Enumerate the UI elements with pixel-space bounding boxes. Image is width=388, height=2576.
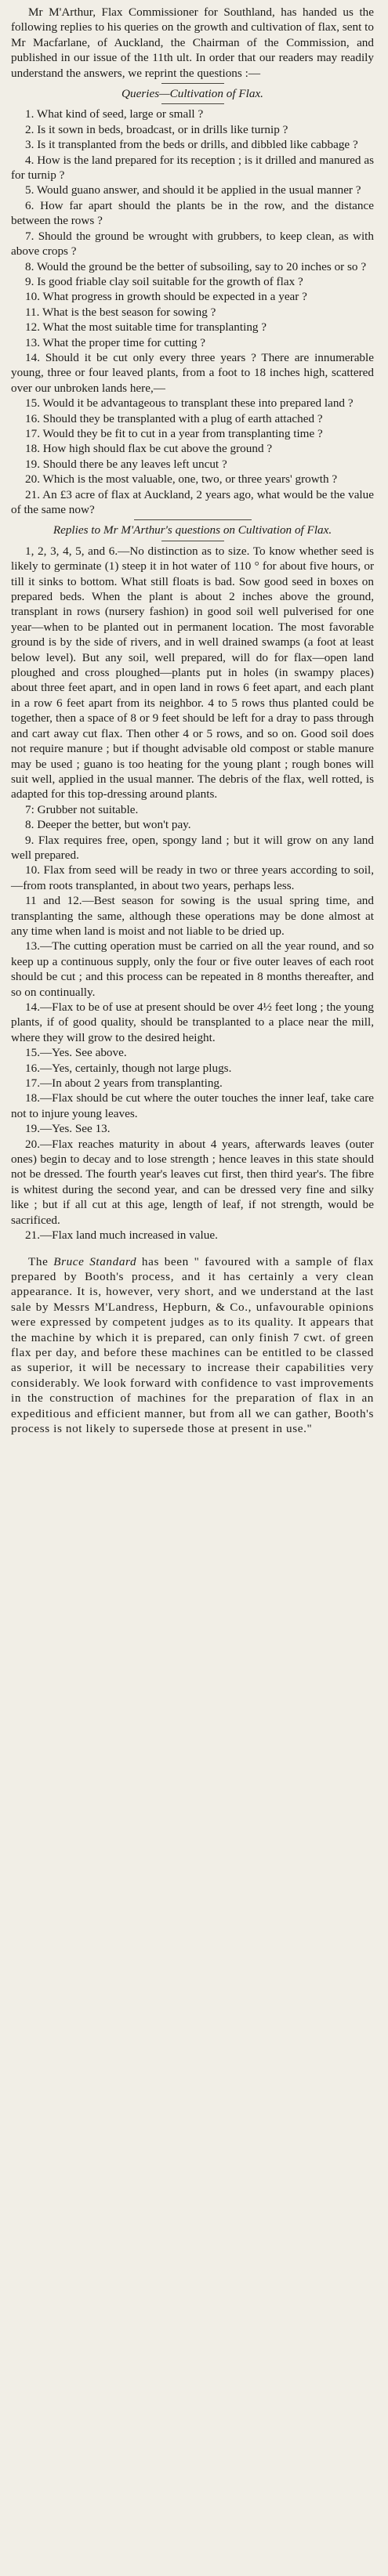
questions-list [11, 107, 374, 517]
bruce-lead-text: The [28, 1254, 54, 1268]
question-item: 18. How high should flax be cut above the ground ? [25, 442, 273, 456]
intro-paragraph: Mr M'Arthur, Flax Commissioner for Southland, has handed us the following replies to his queries on the growth and cultivation of flax, sent to Mr Macfarlane, of Auckland, the Chairman of the Commission, and published in our issue of the 11th ult. In order that our readers may readily understand the answers, we reprint the questions :— [11, 5, 374, 80]
question-item: 13. What the proper time for cutting ? [25, 335, 205, 349]
answer-item: 11 and 12.—Best season for sowing is the usual spring time, and transplanting the same, although these operations may be done almost at any time when land is moist and not liable to be dried up. [11, 894, 374, 938]
answer-item: 16.—Yes, certainly, though not large plugs. [25, 1061, 232, 1075]
question-item: 3. Is it transplanted from the beds or drills, and dibbled like cabbage ? [25, 138, 358, 152]
question-item: 19. Should there be any leaves left uncut ? [25, 457, 227, 471]
divider [161, 103, 224, 104]
question-item: 12. What the most suitable time for transplanting ? [25, 320, 267, 335]
answer-item: 18.—Flax should be cut where the outer touches the inner leaf, take care not to injure young leaves. [11, 1091, 374, 1120]
question-item: 2. Is it sown in beds, broadcast, or in drills like turnip ? [25, 122, 288, 136]
bruce-standard-paragraph [11, 1254, 374, 1437]
question-item: 9. Is good friable clay soil suitable for the growth of flax ? [25, 274, 303, 288]
divider [161, 83, 224, 84]
question-item: 1. What kind of seed, large or small ? [25, 107, 204, 121]
question-item: 11. What is the best season for sowing ? [25, 305, 216, 319]
answer-item: 9. Flax requires free, open, spongy land ; but it will grow on any land well prepared. [11, 833, 374, 862]
answer-item: 19.—Yes. See 13. [25, 1122, 111, 1136]
question-item: 20. Which is the most valuable, one, two, or three years' growth ? [25, 472, 338, 487]
question-item: 17. Would they be fit to cut in a year from transplanting time ? [25, 426, 323, 440]
bruce-body-text: has been " favoured with a sample of flax prepared by Booth's process, and it has certainly a very clean appearance. It is, however, very short, and we understand at the last sale by Messrs M'Landress, Hepburn, & Co., unfavourable opinions were expressed by competent judges as to its quality. It appears that the machine by which it is prepared, can only finish 7 cwt. of green flax per day, and before these machines can be entitled to be classed as superior, it will be necessary to increase their capabilities very considerably. We look forward with confidence to vast improvements in the construction of machines for the preparation of flax in an expeditious and efficient manner, but from all we can gather, Booth's process is not likely to supersede those at present in use." [11, 1254, 374, 1435]
answer-item: 13.—The cutting operation must be carried on all the year round, and so keep up a continuous supply, only the four or five outer leaves of each root should be cut ; and this process can be repeated in 8 months thereafter, and so on continually. [11, 939, 374, 999]
answer-item: 20.—Flax reaches maturity in about 4 years, afterwards leaves (outer ones) begin to decay and to lose strength ; hence leaves in this state should not be dressed. The fourth year's leaves cut first, then third year's. The fibre is whitest during the second year, and can be dressed very fine and silky like ; but if all cut at this age, length of leaf, if not strength, would be sacrificed. [11, 1137, 374, 1227]
question-item: 10. What progress in growth should be expected in a year ? [25, 290, 307, 304]
answers-list [11, 544, 374, 1243]
answer-item: 10. Flax from seed will be ready in two or three years according to soil,—from roots transplanted, in about two years, perhaps less. [11, 863, 374, 892]
answer-item: 14.—Flax to be of use at present should be over 4½ feet long ; the young plants, if of good quality, should be transplanted to a place near the mill, where they will grow to the desired height. [11, 1000, 374, 1044]
answer-item: 1, 2, 3, 4, 5, and 6.—No distinction as to size. To know whether seed is likely to germinate (1) steep it in hot water of 110 ° for about five hours, or till it sinks to bottom. What still floats is bad. Sow good seed in boxes on prepared beds. When the plant is about 2 inches above the ground, transplant in rows (nursery fashion) in good soil well pulverised for one year—when to be planted out in permanent location. The most favorable ground is by the side of rivers, and in well drained swamps (a foot at least below level). But any soil, well prepared, will do for flax—open land ploughed and cross ploughed—plants put in holes (in swampy places) about three feet apart, and in open land in rows 6 feet apart, and each plant in a row 6 feet apart from its neighbor. 4 to 5 rows thus planted could be together, then a space of 8 or 9 feet should be left for a dray to pass through and cart away cut flax. Then other 4 or 5 rows, and so on. Good soil does not require manure ; but if thought advisable old compost or stable manure may be used ; guano is too heating for the young plant ; rough bones will suit well, applied in the usual manner. The debris of the flax, well rotted, is adapted for this top-dressing around plants. [11, 544, 374, 801]
replies-heading: Replies to Mr M'Arthur's questions on Cultivation of Flax. [53, 523, 332, 537]
bruce-standard-title: Bruce Standard [53, 1254, 137, 1268]
queries-heading: Queries—Cultivation of Flax. [121, 87, 263, 101]
question-item: 8. Would the ground be the better of subsoiling, say to 20 inches or so ? [25, 259, 367, 273]
question-item: 14. Should it be cut only every three years ? There are innumerable young, three or four leaved plants, from a foot to 18 inches high, scattered over our unbroken lands here,— [11, 350, 374, 395]
question-item: 16. Should they be transplanted with a plug of earth attached ? [25, 411, 323, 425]
question-item: 4. How is the land prepared for its reception ; is it drilled and manured as for turnip ? [11, 153, 374, 183]
question-item: 7. Should the ground be wrought with grubbers, to keep clean, as with above crops ? [11, 229, 374, 259]
spacer [11, 1243, 374, 1254]
answer-item: 17.—In about 2 years from transplanting. [25, 1076, 223, 1091]
question-item: 6. How far apart should the plants be in the row, and the distance between the rows ? [11, 198, 374, 228]
question-item: 21. An £3 acre of flax at Auckland, 2 years ago, what would be the value of the same now? [11, 487, 374, 516]
question-item: 15. Would it be advantageous to transplant these into prepared land ? [25, 396, 354, 411]
divider [134, 519, 252, 520]
answer-item: 21.—Flax land much increased in value. [25, 1228, 218, 1243]
answer-item: 8. Deeper the better, but won't pay. [25, 818, 191, 832]
question-item: 5. Would guano answer, and should it be applied in the usual manner ? [25, 183, 361, 197]
answer-item: 7: Grubber not suitable. [25, 802, 139, 816]
answer-item: 15.—Yes. See above. [25, 1046, 127, 1060]
